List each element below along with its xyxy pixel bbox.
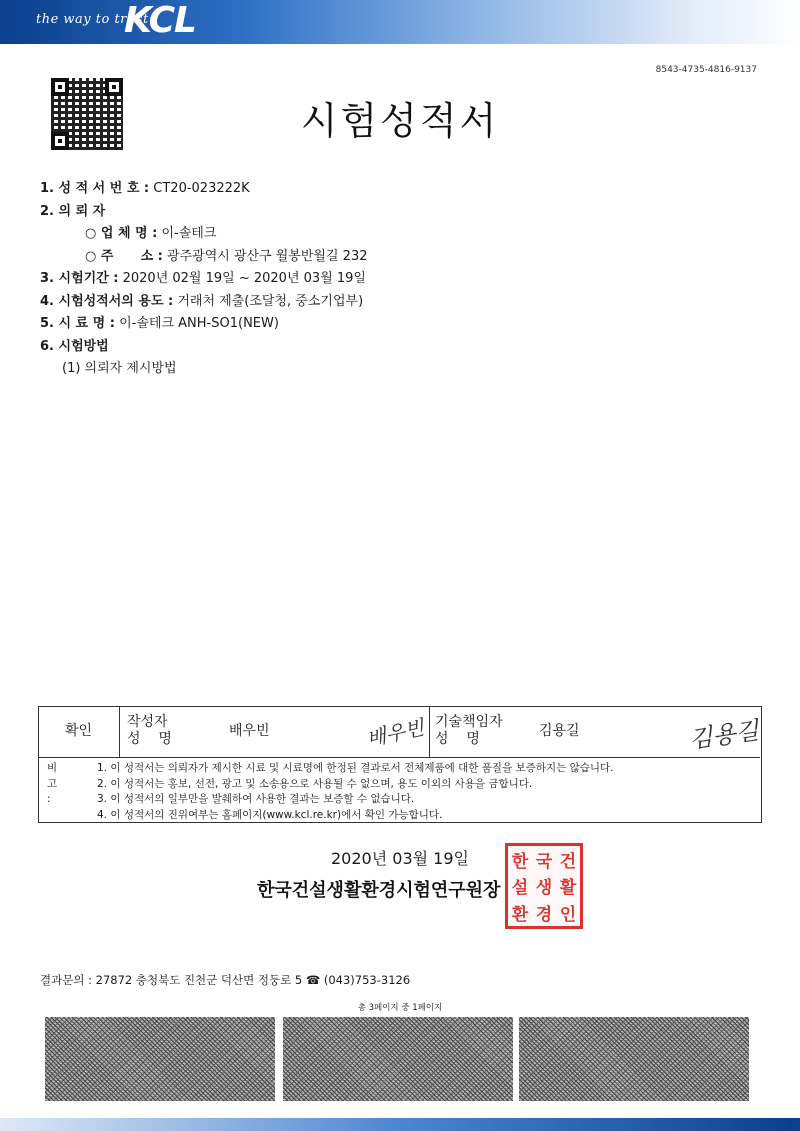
field-client: 2. 의 뢰 자 <box>40 203 106 219</box>
anti-copy-pattern <box>283 1017 513 1101</box>
contact-address: 결과문의 : 27872 충청북도 진천군 덕산면 정둥로 5 ☎ (043)753-3126 <box>40 973 411 987</box>
field-report-number: 1. 성 적 서 번 호 : CT20-023222K <box>40 181 250 196</box>
brand-tagline: the way to trust <box>36 12 149 27</box>
tech-manager-name: 김용길 <box>539 723 580 739</box>
remark-item: 2. 이 성적서는 홍보, 선전, 광고 및 소송용으로 사용될 수 없으며, 용도 이외의 사용을 금합니다. <box>97 777 533 790</box>
remarks-header: 비고 : <box>47 762 58 805</box>
field-address: ○ 주 소 : 광주광역시 광산구 월봉반월길 232 <box>85 248 368 264</box>
remark-item: 3. 이 성적서의 일부만을 발췌하여 사용한 결과는 보증할 수 없습니다. <box>97 793 415 805</box>
field-purpose: 4. 시험성적서의 용도 : 거래처 제출(조달청, 중소기업부) <box>40 293 364 309</box>
field-test-period: 3. 시험기간 : 2020년 02월 19일 ~ 2020년 03월 19일 <box>40 271 366 286</box>
kcl-logo: KCL <box>124 0 196 41</box>
tech-manager-label: 기술책임자 <box>435 714 503 730</box>
confirmation-row <box>39 707 760 758</box>
anti-copy-pattern <box>45 1017 275 1101</box>
document-serial-number: 8543-4735-4816-9137 <box>655 65 757 75</box>
remark-item: 1. 이 성적서는 의뢰자가 제시한 시료 및 시료명에 한정된 결과로서 전체제품에 대한 품질을 보증하지는 않습니다. <box>97 762 614 774</box>
confirm-label: 확인 <box>65 723 93 739</box>
address-value: 광주광역시 광산구 월봉반월길 232 <box>167 248 368 264</box>
writer-name: 배우빈 <box>229 723 270 739</box>
sample-name-value: 이-솔테크 ANH-SO1(NEW) <box>119 316 279 331</box>
tech-manager-signature: 김용길 <box>687 716 761 754</box>
writer-signature: 배우빈 <box>364 715 427 751</box>
writer-label: 작성자 <box>127 714 168 730</box>
report-number-value: CT20-023222K <box>153 181 250 196</box>
issuer-name: 한국건설생활환경시험연구원장 <box>257 880 501 901</box>
remark-item: 4. 이 성적서의 진위여부는 홈페이지(www.kcl.re.kr)에서 확인 가능합니다. <box>97 808 443 821</box>
footer-band <box>0 1118 800 1131</box>
test-period-value: 2020년 02월 19일 ~ 2020년 03월 19일 <box>122 271 366 286</box>
official-seal-stamp: 한 국 건 설 생 활 환 경 인 <box>505 843 583 929</box>
page-count: 총 3페이지 중 1페이지 <box>357 1003 443 1013</box>
test-method-value: (1) 의뢰자 제시방법 <box>62 361 177 376</box>
document-title: 시험성적서 <box>300 99 500 143</box>
confirmation-table <box>38 706 762 823</box>
writer-name-label: 성 명 <box>127 731 172 747</box>
field-test-method: 6. 시험방법 <box>40 338 109 354</box>
header-band <box>0 0 800 44</box>
company-value: 이-솔테크 <box>161 226 217 241</box>
field-sample-name: 5. 시 료 명 : 이-솔테크 ANH-SO1(NEW) <box>40 316 279 331</box>
tech-name-label: 성 명 <box>435 731 480 747</box>
field-company: ○ 업 체 명 : 이-솔테크 <box>85 226 217 241</box>
issue-date: 2020년 03월 19일 <box>331 849 469 868</box>
purpose-value: 거래처 제출(조달청, 중소기업부) <box>177 293 364 309</box>
report-fields <box>40 178 760 381</box>
remarks-list <box>97 761 614 823</box>
anti-copy-pattern <box>519 1017 749 1101</box>
